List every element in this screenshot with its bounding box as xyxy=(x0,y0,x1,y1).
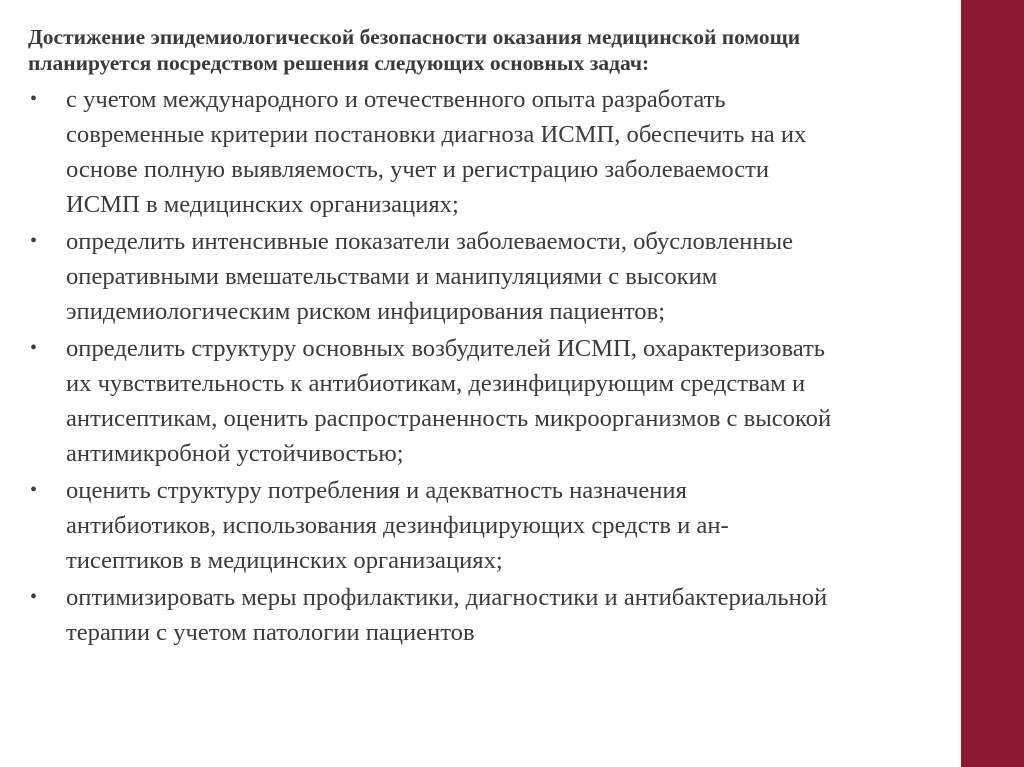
slide-content xyxy=(28,24,953,652)
task-line: оперативными вмешательствами и манипуляциями с высоким xyxy=(66,263,718,290)
task-line: терапии с учетом патологии пациентов xyxy=(66,619,475,646)
task-item xyxy=(28,224,953,329)
task-item xyxy=(28,331,953,471)
heading-line: планируется посредством решения следующих основных задач: xyxy=(28,51,650,75)
task-line: оптимизировать меры профилактики, диагностики и антибактериальной xyxy=(66,584,828,611)
bullet-icon: • xyxy=(30,337,38,359)
heading-line: Достижение эпидемиологической безопасности оказания медицинской помощи xyxy=(28,25,801,49)
bullet-icon: • xyxy=(30,479,38,501)
task-line: оценить структуру потребления и адекватность назначения xyxy=(66,477,687,504)
task-line: с учетом международного и отечественного опыта разработать xyxy=(66,86,726,113)
task-line: определить структуру основных возбудителей ИСМП, охарактеризовать xyxy=(66,335,825,362)
task-line: антибиотиков, использования дезинфицирующих средств и ан- xyxy=(66,512,729,539)
task-line: основе полную выявляемость, учет и регистрацию заболеваемости xyxy=(66,156,770,183)
task-item xyxy=(28,82,953,222)
task-line: их чувствительность к антибиотикам, дезинфицирующим средствам и xyxy=(66,370,806,397)
task-item xyxy=(28,580,953,650)
accent-bar xyxy=(961,0,1024,767)
task-line: тисептиков в медицинских организациях; xyxy=(66,547,503,574)
task-line: эпидемиологическим риском инфицирования пациентов; xyxy=(66,298,666,325)
bullet-icon: • xyxy=(30,88,38,110)
task-item xyxy=(28,473,953,578)
task-line: ИСМП в медицинских организациях; xyxy=(66,191,459,218)
task-line: современные критерии постановки диагноза ИСМП, обеспечить на их xyxy=(66,121,807,148)
bullet-icon: • xyxy=(30,230,38,252)
bullet-icon: • xyxy=(30,586,38,608)
task-line: антимикробной устойчивостью; xyxy=(66,440,404,467)
task-line: антисептикам, оценить распространенность микроорганизмов с высокой xyxy=(66,405,832,432)
task-line: определить интенсивные показатели заболеваемости, обусловленные xyxy=(66,228,794,255)
task-list xyxy=(28,82,953,650)
slide-heading xyxy=(28,24,953,76)
